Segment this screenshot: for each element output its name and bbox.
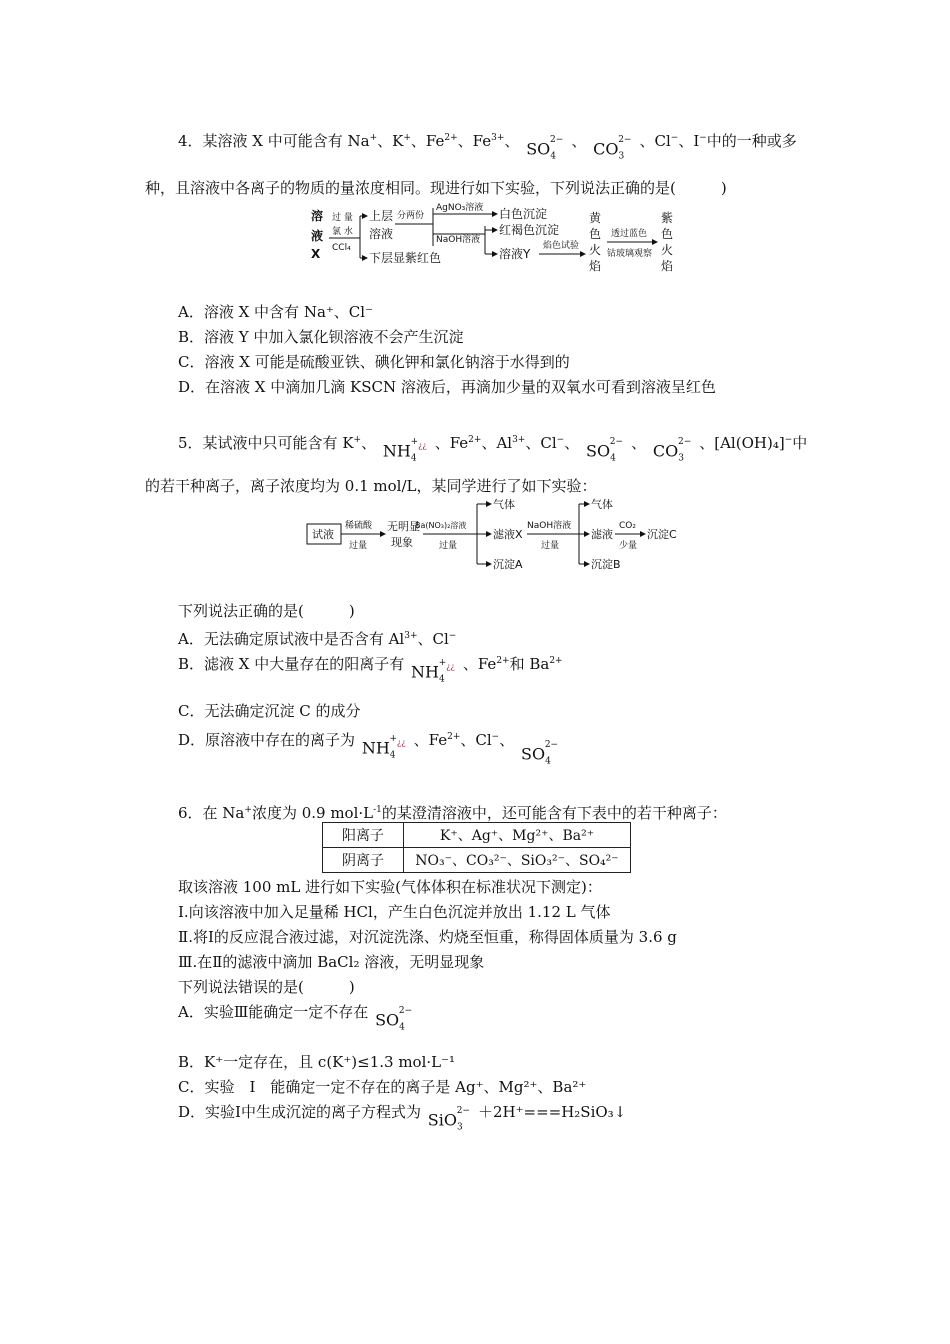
q5-d-gas2: 气体 [591,498,613,511]
q4-d-start-1: 溶 [311,209,324,223]
q6-option-d: D．实验Ⅰ中生成沉淀的离子方程式为 SiO$_3^{2-}$ ＋2H⁺===H₂SiO₃↓ [178,1102,626,1137]
q4-d-purple-1: 紫 [661,211,674,225]
ion-table [322,822,631,873]
q4-option-c: C．溶液 X 可能是硫酸亚铁、碘化钾和氯化钠溶于水得到的 [178,353,570,371]
q5-d-filt: 滤液 [591,528,613,541]
q6-option-c: C．实验 Ⅰ 能确定一定不存在的离子是 Ag⁺、Mg²⁺、Ba²⁺ [178,1078,587,1096]
q6-exp3: Ⅲ.在Ⅱ的滤液中滴加 BaCl₂ 溶液，无明显现象 [178,953,485,971]
q4-d-lower: 下层显紫红色 [369,251,442,265]
q4-d-yellow-3: 火 [589,243,602,257]
q4-d-purple-4: 焰 [661,259,674,273]
q4-d-cobalt: 钴玻璃观察 [607,249,653,259]
q4-option-b: B．溶液 Y 中加入氯化钡溶液不会产生沉淀 [178,328,464,346]
q5-d-noshow: 无明显 [387,520,420,533]
q5-stem: 下列说法正确的是( ) [178,602,355,620]
q5-d-ba: Ba(NO₃)₂溶液 [415,521,467,530]
q4-d-reagent-top: 过 量 [332,213,353,223]
q4-line2: 种，且溶液中各离子的物质的量浓度相同。现进行如下实验，下列说法正确的是( ) [145,179,727,197]
q6-take: 取该溶液 100 mL 进行如下实验(气体体积在标准状况下测定)： [178,878,602,896]
q4-d-upper-2: 溶液 [369,227,394,241]
q4-d-start-2: 液 [311,229,324,243]
q4-d-reagent-bot: CCl₄ [332,243,351,253]
q4-d-purple-2: 色 [661,227,674,241]
q5-d-naoh: NaOH溶液 [527,521,572,531]
q6-option-a: A．实验Ⅲ能确定一定不存在 $SO_4^{2-}$ [178,1002,420,1037]
ion-so4: $SO_4^{2-}$ [521,739,559,767]
q4-line1: 4．某溶液 X 中可能含有 Na+、K+、$Fe^{2+}$、$Fe^{3+}$、 $SO_4^{2-}$ 、 $CO_3^{2-}$ 、Cl−、I−中的一种或多 [178,128,797,166]
q5-d-co2: CO₂ [619,521,636,531]
q4-d-agno3: AgNO₃溶液 [436,203,484,213]
q4-d-split: 分两份 [397,211,425,221]
q4-d-solY: 溶液Y [499,247,531,261]
q5-d-filtX: 滤液X [493,528,523,541]
q5-d-precC: 沉淀C [647,528,677,541]
q5-flow-diagram [305,494,695,574]
q4-option-a: A．溶液 X 中含有 Na⁺、Cl⁻ [178,303,373,321]
anion-value: NO₃⁻、CO₃²⁻、SiO₃²⁻、SO₄²⁻ [404,848,631,873]
q4-d-white: 白色沉淀 [499,207,548,221]
q5-line1: 5．某试液中只可能含有 K+、 $NH_4^{+¿¿}$ 、$Fe^{2+}$、$Al^{3+}$、Cl−、 $SO_4^{2-}$ 、 $CO_3^{2-}$ 、[Al(OH)₄]−中 [178,430,807,468]
q4-d-redbrown: 红褐色沉淀 [499,223,560,237]
q4-d-start-3: X [311,247,321,261]
q5-d-noshow2: 现象 [391,536,413,549]
ion-so4: $SO_4^{2-}$ [526,134,564,162]
ion-nh4: $NH_4^{+¿¿}$ [411,657,455,685]
q4-d-purple-3: 火 [661,243,674,257]
q6-line1: 6．在 Na+浓度为 0.9 $mol\cdot L^{-1}$的某澄清溶液中，还可能含有下表中的若干种离子： [178,804,727,822]
ion-nh4: $NH_4^{+¿¿}$ [382,436,427,464]
cation-label: 阳离子 [323,823,404,848]
q5-d-naoh-sub: 过量 [541,541,560,551]
q5-option-d: D．原溶液中存在的离子为 $NH_4^{+¿¿}$ 、$Fe^{2+}$、Cl−、 $SO_4^{2-}$ [178,727,566,771]
ion-sio3: SiO$_3^{2-}$ [427,1105,470,1133]
q4-option-d: D．在溶液 X 中滴加几滴 KSCN 溶液后，再滴加少量的双氧水可看到溶液呈红色 [178,378,716,396]
q5-d-acid: 稀硫酸 [345,521,373,531]
ion-co3: $CO_3^{2-}$ [593,134,632,162]
q5-option-c: C．无法确定沉淀 C 的成分 [178,702,361,720]
table-row [323,848,631,873]
q5-d-ba-sub: 过量 [439,541,458,551]
q5-d-precA: 沉淀A [493,558,523,571]
q4-d-through: 透过蓝色 [611,229,648,239]
q4-d-flame: 焰色试验 [543,241,580,251]
ion-co3: $CO_3^{2-}$ [652,436,692,464]
q4-d-upper-1: 上层 [369,209,394,223]
q5-d-co2-sub: 少量 [619,541,638,551]
q4-d-yellow-1: 黄 [589,211,602,225]
cation-value: K⁺、Ag⁺、Mg²⁺、Ba²⁺ [404,823,631,848]
ion-so4: $SO_4^{2-}$ [585,436,624,464]
q5-d-acid-sub: 过量 [349,541,368,551]
q5-line2: 的若干种离子，离子浓度均为 0.1 mol/L，某同学进行了如下实验： [145,477,597,495]
q5-option-a: A．无法确定原试液中是否含有 $Al^{3+}$、Cl− [178,630,457,648]
ion-nh4: $NH_4^{+¿¿}$ [361,733,406,761]
q5-d-start: 试液 [312,528,334,541]
q5-option-b: B．滤液 X 中大量存在的阳离子有 $NH_4^{+¿¿}$ 、$Fe^{2+}$和 $Ba^{2+}$ [178,651,563,689]
q4-d-yellow-4: 焰 [589,259,602,273]
table-row [323,823,631,848]
q6-exp2: Ⅱ.将Ⅰ的反应混合液过滤，对沉淀洗涤、灼烧至恒重，称得固体质量为 3.6 g [178,928,677,946]
q6-option-b: B．K⁺一定存在，且 c(K⁺)≤1.3 mol·L⁻¹ [178,1053,456,1071]
q6-stem: 下列说法错误的是( ) [178,978,355,996]
q5-d-precB: 沉淀B [591,558,621,571]
anion-label: 阴离子 [323,848,404,873]
q5-d-gas1: 气体 [493,498,515,511]
q4-d-naoh: NaOH溶液 [436,235,481,245]
q4-d-yellow-2: 色 [589,227,602,241]
ion-so4: $SO_4^{2-}$ [375,1005,413,1033]
q4-d-reagent-mid: 氯 水 [332,227,353,237]
q4-flow-diagram [305,198,685,278]
q6-exp1: Ⅰ.向该溶液中加入足量稀 HCl，产生白色沉淀并放出 1.12 L 气体 [178,903,611,921]
